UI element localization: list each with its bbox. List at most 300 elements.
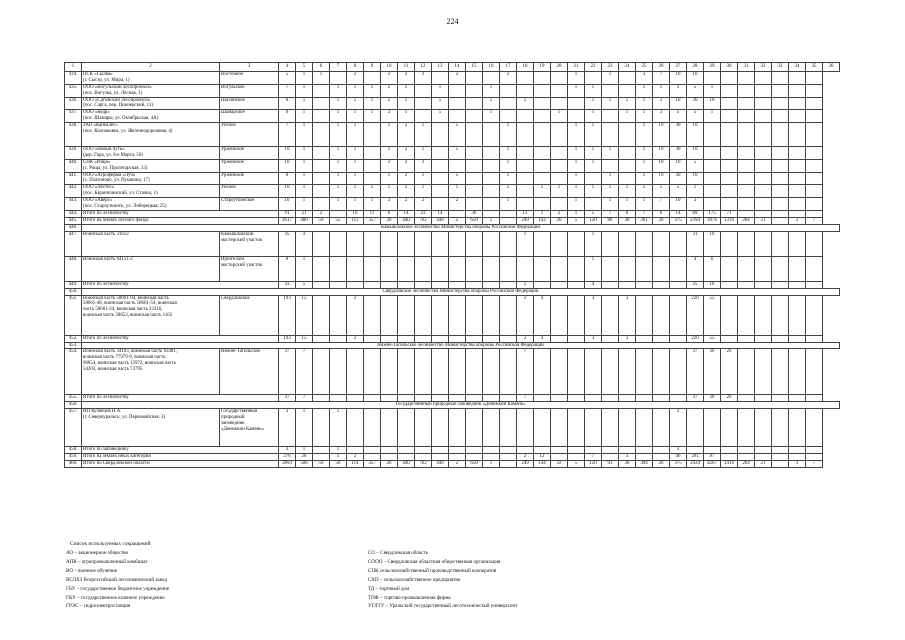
- value-cell: 357: [364, 461, 381, 468]
- value-cell: [602, 110, 619, 123]
- value-cell: 7: [806, 217, 823, 224]
- value-cell: [466, 198, 483, 211]
- value-cell: 55: [704, 295, 721, 335]
- value-cell: 3: [670, 84, 687, 97]
- value-cell: [415, 84, 432, 97]
- value-cell: [313, 447, 330, 454]
- value-cell: [721, 454, 738, 461]
- value-cell: 2: [449, 198, 466, 211]
- value-cell: 1: [602, 185, 619, 198]
- column-index-cell: 17: [500, 63, 517, 72]
- user-name: ООО «Аверс» (пос. Староуткинск, ул. Либерецкая, 25): [82, 198, 220, 211]
- value-cell: 1: [636, 185, 653, 198]
- value-cell: [534, 84, 551, 97]
- value-cell: [313, 185, 330, 198]
- value-cell: [789, 198, 806, 211]
- value-cell: [313, 123, 330, 147]
- value-cell: 1: [551, 110, 568, 123]
- value-cell: 3: [670, 409, 687, 447]
- value-cell: 4267: [704, 461, 721, 468]
- value-cell: 1: [398, 110, 415, 123]
- value-cell: [738, 210, 755, 217]
- value-cell: [602, 454, 619, 461]
- value-cell: 10: [704, 97, 721, 110]
- value-cell: [619, 349, 636, 395]
- value-cell: 10: [653, 123, 670, 147]
- value-cell: 1: [534, 185, 551, 198]
- value-cell: [551, 159, 568, 172]
- value-cell: [789, 281, 806, 288]
- value-cell: [585, 172, 602, 185]
- value-cell: [415, 295, 432, 335]
- value-cell: [500, 335, 517, 342]
- value-cell: 1: [568, 123, 585, 147]
- value-cell: 1: [517, 281, 534, 288]
- value-cell: [806, 409, 823, 447]
- column-index-cell: 12: [415, 63, 432, 72]
- value-cell: 1: [585, 159, 602, 172]
- value-cell: [789, 231, 806, 256]
- value-cell: [313, 198, 330, 211]
- value-cell: [772, 281, 789, 288]
- value-cell: [602, 349, 619, 395]
- value-cell: [432, 159, 449, 172]
- value-cell: 440: [398, 217, 415, 224]
- hunting-ground: Унское: [220, 185, 279, 198]
- value-cell: 375: [670, 217, 687, 224]
- value-cell: 5: [449, 172, 466, 185]
- value-cell: [313, 256, 330, 281]
- column-index-cell: 4: [279, 63, 296, 72]
- row-number: 453.: [65, 342, 82, 349]
- value-cell: [772, 395, 789, 402]
- value-cell: [653, 395, 670, 402]
- value-cell: [364, 349, 381, 395]
- value-cell: [772, 159, 789, 172]
- user-row: [65, 349, 840, 395]
- row-number: 450.: [65, 288, 82, 295]
- value-cell: 21: [296, 210, 313, 217]
- value-cell: [449, 295, 466, 335]
- hunting-ground: Камышловский мастерский участок: [220, 231, 279, 256]
- value-cell: [483, 335, 500, 342]
- value-cell: [806, 185, 823, 198]
- value-cell: [721, 231, 738, 256]
- value-cell: 304: [636, 461, 653, 468]
- value-cell: [347, 281, 364, 288]
- value-cell: 6: [704, 256, 721, 281]
- value-cell: [755, 110, 772, 123]
- row-number: 457.: [65, 409, 82, 447]
- value-cell: [483, 409, 500, 447]
- value-cell: 2: [415, 72, 432, 85]
- value-cell: [789, 159, 806, 172]
- value-cell: 7: [806, 461, 823, 468]
- value-cell: 3: [653, 97, 670, 110]
- value-cell: 1: [296, 110, 313, 123]
- value-cell: 1: [296, 84, 313, 97]
- value-cell: [347, 256, 364, 281]
- value-cell: [619, 256, 636, 281]
- value-cell: [772, 256, 789, 281]
- value-cell: 37: [279, 395, 296, 402]
- value-cell: [534, 72, 551, 85]
- legend-item: ГБУ – государственное бюджетное учреждение: [66, 585, 170, 592]
- value-cell: [704, 447, 721, 454]
- value-cell: [483, 185, 500, 198]
- value-cell: 1: [330, 110, 347, 123]
- value-cell: 1: [602, 97, 619, 110]
- value-cell: 1: [330, 185, 347, 198]
- value-cell: 97: [704, 454, 721, 461]
- value-cell: 2: [449, 461, 466, 468]
- page-number: 224: [446, 17, 459, 26]
- value-cell: 1: [313, 72, 330, 85]
- value-cell: [517, 84, 534, 97]
- value-cell: [432, 335, 449, 342]
- value-cell: [789, 454, 806, 461]
- value-cell: [432, 409, 449, 447]
- value-cell: 2: [347, 454, 364, 461]
- value-cell: [432, 123, 449, 147]
- value-cell: [806, 349, 823, 395]
- value-cell: [636, 409, 653, 447]
- value-cell: [432, 147, 449, 160]
- value-cell: 1: [330, 172, 347, 185]
- value-cell: 1: [568, 185, 585, 198]
- value-cell: [636, 256, 653, 281]
- value-cell: [585, 395, 602, 402]
- value-cell: [619, 72, 636, 85]
- row-number: 435.: [65, 84, 82, 97]
- value-cell: [738, 198, 755, 211]
- value-cell: 91: [279, 210, 296, 217]
- value-cell: [551, 256, 568, 281]
- value-cell: 56: [330, 461, 347, 468]
- value-cell: [483, 198, 500, 211]
- value-cell: [755, 72, 772, 85]
- value-cell: [534, 159, 551, 172]
- value-cell: [466, 110, 483, 123]
- value-cell: 12: [517, 210, 534, 217]
- legend-item: УГЛТУ – Уральский государственный лесотехнический университет: [368, 603, 518, 610]
- value-cell: [738, 281, 755, 288]
- value-cell: 23: [415, 210, 432, 217]
- value-cell: 6: [381, 210, 398, 217]
- value-cell: 1: [619, 110, 636, 123]
- value-cell: [704, 409, 721, 447]
- value-cell: [772, 335, 789, 342]
- value-cell: 1: [296, 147, 313, 160]
- value-cell: 114: [347, 461, 364, 468]
- value-cell: 10: [347, 210, 364, 217]
- total-row: [65, 217, 840, 224]
- value-cell: 142: [534, 217, 551, 224]
- value-cell: 7: [636, 210, 653, 217]
- value-cell: [364, 335, 381, 342]
- value-cell: [381, 295, 398, 335]
- value-cell: 32: [551, 461, 568, 468]
- value-cell: [415, 335, 432, 342]
- value-cell: [704, 198, 721, 211]
- value-cell: 1: [602, 147, 619, 160]
- total-label: Итого по лесничеству: [82, 395, 279, 402]
- value-cell: [517, 447, 534, 454]
- value-cell: 1: [415, 147, 432, 160]
- value-cell: [313, 110, 330, 123]
- value-cell: 10: [653, 147, 670, 160]
- value-cell: [415, 454, 432, 461]
- value-cell: [721, 72, 738, 85]
- legend-title: Список используемых сокращений: [70, 541, 151, 547]
- user-name: Воинская часть 31612: [82, 231, 220, 256]
- value-cell: [602, 159, 619, 172]
- value-cell: [772, 447, 789, 454]
- value-cell: [789, 409, 806, 447]
- value-cell: [347, 447, 364, 454]
- value-cell: [636, 395, 653, 402]
- value-cell: [789, 335, 806, 342]
- value-cell: [449, 210, 466, 217]
- value-cell: [534, 349, 551, 395]
- value-cell: [789, 349, 806, 395]
- value-cell: [483, 72, 500, 85]
- value-cell: [602, 256, 619, 281]
- value-cell: 2: [415, 159, 432, 172]
- value-cell: 1: [636, 198, 653, 211]
- value-cell: [517, 123, 534, 147]
- value-cell: [517, 110, 534, 123]
- value-cell: [619, 231, 636, 256]
- value-cell: [738, 123, 755, 147]
- value-cell: 26: [381, 461, 398, 468]
- value-cell: [789, 185, 806, 198]
- value-cell: [789, 172, 806, 185]
- value-cell: 291: [687, 454, 704, 461]
- total-label: Итого по лесничеству: [82, 210, 279, 217]
- value-cell: [755, 256, 772, 281]
- value-cell: [500, 447, 517, 454]
- value-cell: [755, 231, 772, 256]
- value-cell: 55: [704, 335, 721, 342]
- value-cell: [534, 198, 551, 211]
- value-cell: 1: [364, 198, 381, 211]
- value-cell: 480: [296, 217, 313, 224]
- value-cell: 1: [619, 185, 636, 198]
- value-cell: [364, 454, 381, 461]
- value-cell: [415, 395, 432, 402]
- value-cell: 8: [279, 172, 296, 185]
- value-cell: [636, 335, 653, 342]
- user-name: ПСК «Сылва» (г. Сысэр, ул. Мира, 1): [82, 72, 220, 85]
- value-cell: 2: [415, 198, 432, 211]
- value-cell: [449, 84, 466, 97]
- value-cell: [772, 110, 789, 123]
- value-cell: [313, 349, 330, 395]
- value-cell: 1: [296, 256, 313, 281]
- value-cell: [381, 335, 398, 342]
- value-cell: [772, 231, 789, 256]
- value-cell: [432, 281, 449, 288]
- section-title: Свердловское лесничество Министерства обороны Российской Федерации: [82, 288, 840, 295]
- value-cell: [449, 454, 466, 461]
- value-cell: 1: [602, 72, 619, 85]
- value-cell: 1: [432, 84, 449, 97]
- user-row: [65, 409, 840, 447]
- value-cell: [381, 349, 398, 395]
- value-cell: 5: [687, 159, 704, 172]
- value-cell: [738, 409, 755, 447]
- value-cell: [500, 295, 517, 335]
- value-cell: [517, 198, 534, 211]
- value-cell: [347, 395, 364, 402]
- value-cell: [755, 210, 772, 217]
- value-cell: [330, 72, 347, 85]
- value-cell: [330, 295, 347, 335]
- legend-item: СХП – сельскохозяйственное предприятие: [368, 576, 461, 583]
- value-cell: 1: [568, 84, 585, 97]
- value-cell: [483, 210, 500, 217]
- value-cell: 2434: [687, 461, 704, 468]
- column-index-cell: 29: [704, 63, 721, 72]
- value-cell: 144: [534, 461, 551, 468]
- value-cell: 249: [517, 217, 534, 224]
- value-cell: [551, 72, 568, 85]
- value-cell: [585, 447, 602, 454]
- column-index-cell: 27: [670, 63, 687, 72]
- total-row: [65, 281, 840, 288]
- value-cell: [313, 159, 330, 172]
- value-cell: [449, 409, 466, 447]
- value-cell: 11: [364, 210, 381, 217]
- value-cell: [466, 295, 483, 335]
- value-cell: 4: [687, 256, 704, 281]
- row-number: 436.: [65, 97, 82, 110]
- value-cell: 26: [721, 349, 738, 395]
- value-cell: [755, 147, 772, 160]
- value-cell: [330, 231, 347, 256]
- value-cell: [517, 172, 534, 185]
- value-cell: [313, 172, 330, 185]
- value-cell: [738, 395, 755, 402]
- hunting-ground: Государственный природный заповедник «Денежкин Камень»: [220, 409, 279, 447]
- value-cell: [636, 295, 653, 335]
- value-cell: 5: [653, 185, 670, 198]
- value-cell: 2: [381, 97, 398, 110]
- value-cell: 1: [347, 123, 364, 147]
- value-cell: 762: [415, 461, 432, 468]
- value-cell: 1: [347, 147, 364, 160]
- value-cell: 1: [483, 461, 500, 468]
- value-cell: 5: [432, 97, 449, 110]
- value-cell: 2: [381, 72, 398, 85]
- value-cell: [619, 84, 636, 97]
- value-cell: [755, 335, 772, 342]
- section-row: [65, 224, 840, 231]
- value-cell: [738, 110, 755, 123]
- value-cell: [721, 84, 738, 97]
- value-cell: [755, 198, 772, 211]
- value-cell: 1: [347, 110, 364, 123]
- value-cell: [449, 395, 466, 402]
- value-cell: [738, 172, 755, 185]
- user-name: Воинская часть 58661-94, воинская часть 58661-48, воинская часть 58661-54, воинская часть 58661-24, воинская часть 22316, воинская часть 58653, воинская часть 1162: [82, 295, 220, 335]
- hunting-ground: Уржинское: [220, 147, 279, 160]
- value-cell: [466, 409, 483, 447]
- value-cell: [415, 97, 432, 110]
- value-cell: [806, 335, 823, 342]
- hunting-ground: Уржинское: [220, 159, 279, 172]
- value-cell: 1: [330, 123, 347, 147]
- hunting-ground: Вогульское: [220, 84, 279, 97]
- value-cell: 3: [653, 110, 670, 123]
- value-cell: 1: [636, 159, 653, 172]
- value-cell: 193: [279, 295, 296, 335]
- value-cell: 2: [398, 159, 415, 172]
- column-index-cell: 2: [82, 63, 220, 72]
- value-cell: [415, 231, 432, 256]
- value-cell: [364, 395, 381, 402]
- value-cell: 5: [687, 84, 704, 97]
- value-cell: [483, 281, 500, 288]
- value-cell: 36: [704, 395, 721, 402]
- value-cell: [755, 172, 772, 185]
- value-cell: 1: [347, 84, 364, 97]
- value-cell: [721, 335, 738, 342]
- value-cell: [364, 281, 381, 288]
- value-cell: [500, 210, 517, 217]
- legend-item: ВО – военное обучение: [66, 567, 118, 574]
- value-cell: [364, 409, 381, 447]
- value-cell: 220: [687, 295, 704, 335]
- value-cell: 50: [313, 461, 330, 468]
- value-cell: 650: [466, 461, 483, 468]
- user-name: ООО «Сдгинский лесопромхоз» (пос. Сарга, пер. Пионерский, 11): [82, 97, 220, 110]
- value-cell: [806, 454, 823, 461]
- value-cell: [585, 198, 602, 211]
- value-cell: [449, 349, 466, 395]
- value-cell: 89: [687, 210, 704, 217]
- value-cell: [755, 349, 772, 395]
- value-cell: [449, 97, 466, 110]
- legend-item: ГКУ – государственное казенное учреждение: [66, 594, 165, 601]
- value-cell: 14: [670, 210, 687, 217]
- value-cell: [806, 159, 823, 172]
- value-cell: 1: [415, 185, 432, 198]
- value-cell: [568, 110, 585, 123]
- value-cell: 1: [347, 198, 364, 211]
- value-cell: [449, 447, 466, 454]
- value-cell: [653, 409, 670, 447]
- hunting-ground: Восточное: [220, 72, 279, 85]
- value-cell: [721, 447, 738, 454]
- value-cell: 1: [330, 147, 347, 160]
- value-cell: 10: [279, 159, 296, 172]
- value-cell: 1: [381, 147, 398, 160]
- value-cell: [653, 335, 670, 342]
- user-row: [65, 231, 840, 256]
- value-cell: 1: [636, 84, 653, 97]
- value-cell: [551, 295, 568, 335]
- value-cell: [721, 147, 738, 160]
- value-cell: [806, 72, 823, 85]
- column-index-cell: 15: [466, 63, 483, 72]
- value-cell: [330, 349, 347, 395]
- column-index-cell: 21: [568, 63, 585, 72]
- value-cell: [721, 185, 738, 198]
- value-cell: 2: [347, 335, 364, 342]
- value-cell: 93: [602, 461, 619, 468]
